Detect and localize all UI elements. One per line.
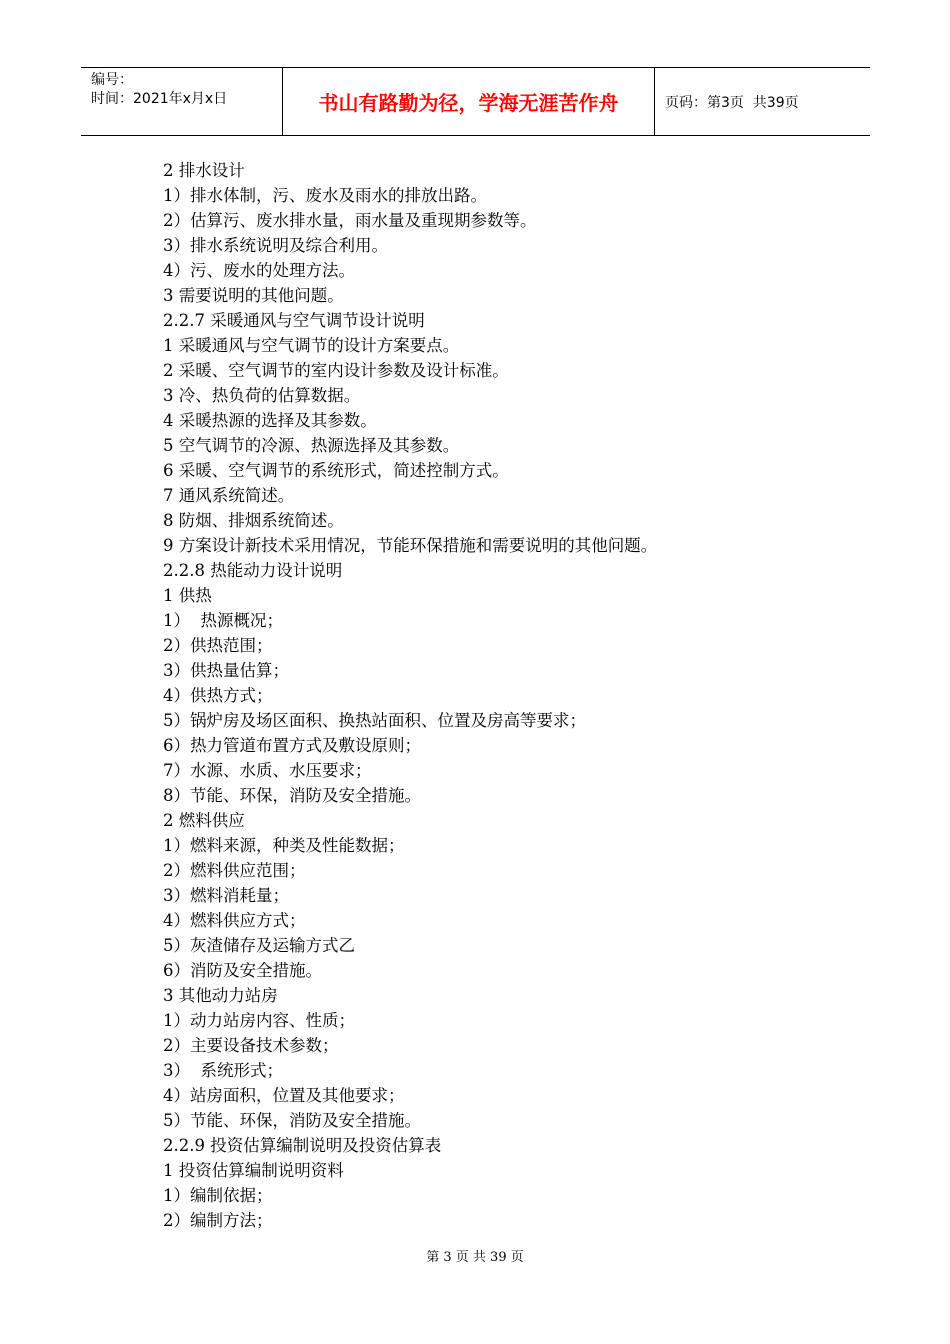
text-line: 2）燃料供应范围；: [163, 861, 306, 880]
text-line: 2）供热范围；: [163, 636, 273, 655]
text-line: 6 采暖、空气调节的系统形式，简述控制方式。: [163, 461, 509, 480]
text-line: 6）消防及安全措施。: [163, 961, 322, 980]
text-line: 7 通风系统简述。: [163, 486, 295, 505]
text-line: 5）灰渣储存及运输方式乙: [163, 936, 355, 955]
document-body: [163, 158, 863, 1233]
header-motto: 书山有路勤为径，学海无涯苦作舟: [283, 68, 655, 135]
text-line: 1） 热源概况；: [163, 611, 283, 630]
text-line: 3 需要说明的其他问题。: [163, 286, 344, 305]
text-line: 2.2.7 采暖通风与空气调节设计说明: [163, 311, 425, 330]
text-line: 2 采暖、空气调节的室内设计参数及设计标准。: [163, 361, 509, 380]
text-line: 3 其他动力站房: [163, 986, 278, 1005]
text-line: 1）动力站房内容、性质；: [163, 1011, 355, 1030]
text-line: 5 空气调节的冷源、热源选择及其参数。: [163, 436, 460, 455]
text-line: 8）节能、环保，消防及安全措施。: [163, 786, 421, 805]
text-line: 7）水源、水质、水压要求；: [163, 761, 372, 780]
header-page-info: 页码：第3页 共39页: [665, 94, 799, 111]
text-line: 1 采暖通风与空气调节的设计方案要点。: [163, 336, 460, 355]
page-header: [81, 67, 870, 136]
text-line: 3）燃料消耗量；: [163, 886, 289, 905]
header-meta-cell: [81, 68, 283, 135]
text-line: 5）锅炉房及场区面积、换热站面积、位置及房高等要求；: [163, 711, 586, 730]
text-line: 6）热力管道布置方式及敷设原则；: [163, 736, 421, 755]
text-line: 4）燃料供应方式；: [163, 911, 306, 930]
text-line: 4）站房面积，位置及其他要求；: [163, 1086, 405, 1105]
page-footer: 第 3 页 共 39 页: [426, 1250, 524, 1265]
text-line: 2）估算污、废水排水量，雨水量及重现期参数等。: [163, 211, 537, 230]
text-line: 2 排水设计: [163, 161, 245, 180]
document-number-label: 编号：: [91, 72, 133, 88]
text-line: 4 采暖热源的选择及其参数。: [163, 411, 377, 430]
text-line: 1）排水体制，污、废水及雨水的排放出路。: [163, 186, 487, 205]
text-line: 1）编制依据；: [163, 1186, 273, 1205]
text-line: 2）主要设备技术参数；: [163, 1036, 339, 1055]
text-line: 4）供热方式；: [163, 686, 273, 705]
text-line: 1）燃料来源，种类及性能数据；: [163, 836, 405, 855]
text-line: 3）供热量估算；: [163, 661, 289, 680]
text-line: 3） 系统形式；: [163, 1061, 283, 1080]
text-line: 2.2.8 热能动力设计说明: [163, 561, 343, 580]
document-date: 时间：2021年x月x日: [91, 91, 228, 107]
text-line: 1 投资估算编制说明资料: [163, 1161, 344, 1180]
text-line: 2）编制方法；: [163, 1211, 273, 1230]
text-line: 4）污、废水的处理方法。: [163, 261, 355, 280]
text-line: 8 防烟、排烟系统简述。: [163, 511, 344, 530]
text-line: 5）节能、环保，消防及安全措施。: [163, 1111, 421, 1130]
text-line: 2.2.9 投资估算编制说明及投资估算表: [163, 1136, 442, 1155]
text-line: 1 供热: [163, 586, 212, 605]
text-line: 2 燃料供应: [163, 811, 245, 830]
text-line: 3 冷、热负荷的估算数据。: [163, 386, 361, 405]
text-line: 3）排水系统说明及综合利用。: [163, 236, 388, 255]
text-line: 9 方案设计新技术采用情况，节能环保措施和需要说明的其他问题。: [163, 536, 658, 555]
